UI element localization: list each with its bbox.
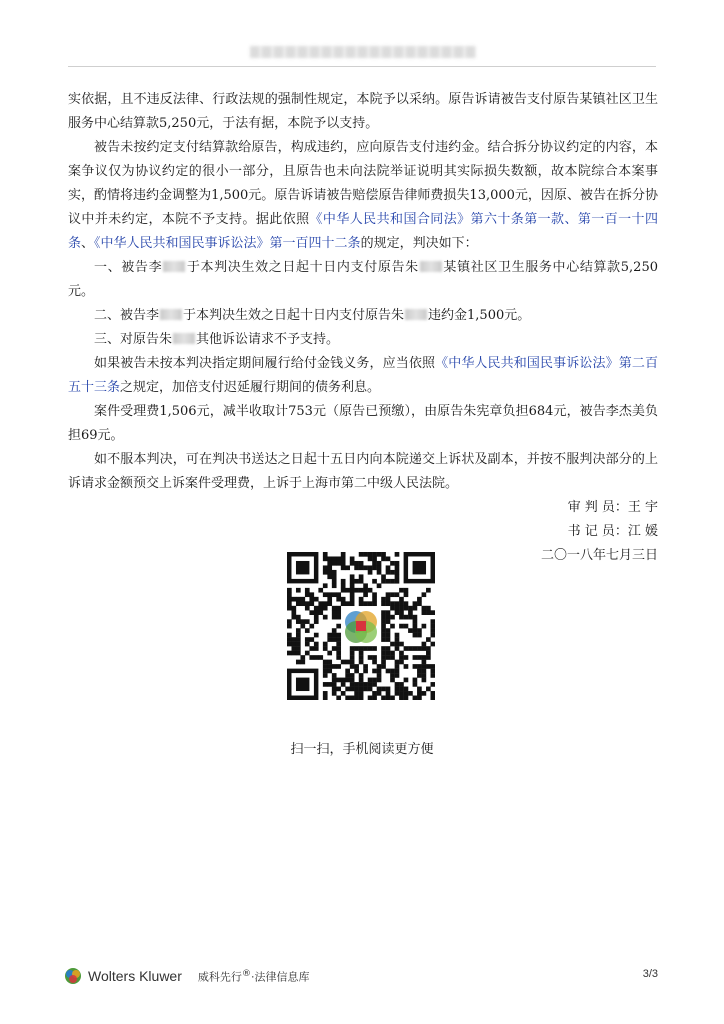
registered-mark: ® xyxy=(241,967,252,979)
paragraph-case-fee xyxy=(68,400,658,448)
paragraph-text: 被告未按约定支付结算款给原告，构成违约，应向原告支付违约金。结合拆分协议约定的内容，本案争议仅为协议约定的很小一部分，且原告也未向法院举证说明其实际损失数额，故本院综合本案事实，酌情将违约金调整为1,500元。原告诉请被告赔偿原告律师费损失13,000元，因原、被告在拆分协议中并未约定，本院不予支持。据此依照 xyxy=(68,140,658,227)
law-link-civil-procedure-article-253[interactable]: 第二百五十三条 xyxy=(68,356,658,395)
separator: 、 xyxy=(81,236,95,251)
brand-product-name: 威科先行 xyxy=(197,970,242,984)
brand-product-suffix: ·法律信息库 xyxy=(251,970,310,984)
law-link-contract-articles[interactable]: 第六十条第一款、第一百一十四条 xyxy=(68,212,658,251)
redacted-name xyxy=(173,333,195,344)
redacted-name xyxy=(405,309,427,320)
paragraph-fact-basis xyxy=(68,88,658,136)
item-text: 其他诉讼请求不予支持。 xyxy=(196,332,340,347)
item-text: 三、对原告朱 xyxy=(94,332,173,347)
paragraph-text: 如不服本判决，可在判决书送达之日起十五日内向本院递交上诉状及副本，并按不服判决部分的上诉请求金额预交上诉案件受理费，上诉于上海市第二中级人民法院。 xyxy=(68,452,658,491)
redacted-name xyxy=(160,309,182,320)
redacted-name xyxy=(420,261,442,272)
item-text: 于本判决生效之日起十日内支付原告朱 xyxy=(183,308,405,323)
footer-brand xyxy=(64,966,310,986)
item-text: 于本判决生效之日起十日内支付原告朱 xyxy=(186,260,419,275)
signature-clerk: 书 记 员：江 媛 xyxy=(567,524,658,539)
item-text: 违约金1,500元。 xyxy=(428,308,531,323)
item-text: 一、被告李 xyxy=(94,260,163,275)
law-link-civil-procedure-article-142[interactable]: 第一百四十二条 xyxy=(269,236,361,251)
paragraph-text: 之规定，加倍支付迟延履行期间的债务利息。 xyxy=(120,380,381,395)
qr-code-image xyxy=(287,552,435,700)
judgment-item-1 xyxy=(68,256,658,304)
paragraph-text: 案件受理费1,506元，减半收取计753元（原告已预缴），由原告朱宪章负担684元，被告李杰美负担69元。 xyxy=(68,404,658,443)
header-title-redacted xyxy=(250,46,476,58)
law-link-contract-law[interactable]: 《中华人民共和国合同法》 xyxy=(309,212,471,227)
paragraph-late-payment xyxy=(68,352,658,400)
wolters-kluwer-logo-icon xyxy=(64,967,82,985)
paragraph-text: 如果被告未按本判决指定期间履行给付金钱义务，应当依照 xyxy=(94,356,436,371)
paragraph-text: 实依据，且不违反法律、行政法规的强制性规定，本院予以采纳。原告诉请被告支付原告某镇社区卫生服务中心结算款5,250元，于法有据，本院予以支持。 xyxy=(68,92,658,131)
page-number: 3/3 xyxy=(642,968,658,980)
signature-judge: 审 判 员：王 宇 xyxy=(567,500,658,515)
qr-code[interactable] xyxy=(287,552,435,700)
law-link-civil-procedure-law[interactable]: 《中华人民共和国民事诉讼法》 xyxy=(435,356,619,371)
brand-product xyxy=(198,968,310,985)
judgment-item-2 xyxy=(68,304,658,328)
law-link-civil-procedure-law[interactable]: 《中华人民共和国民事诉讼法》 xyxy=(94,236,270,251)
judgment-item-3 xyxy=(68,328,658,352)
redacted-name xyxy=(163,261,185,272)
item-text: 某镇社区卫生服务中心结算款5,250元。 xyxy=(68,260,658,299)
judgment-date: 二〇一八年七月三日 xyxy=(540,548,658,563)
judgment-body xyxy=(68,88,658,568)
paragraph-penalty xyxy=(68,136,658,256)
paragraph-text: 的规定，判决如下： xyxy=(360,236,478,251)
qr-center-logo-icon xyxy=(342,607,380,645)
item-text: 二、被告李 xyxy=(94,308,160,323)
brand-name: Wolters Kluwer xyxy=(88,968,182,984)
header-divider xyxy=(68,66,656,67)
paragraph-appeal xyxy=(68,448,658,496)
qr-caption: 扫一扫，手机阅读更方便 xyxy=(290,742,434,757)
